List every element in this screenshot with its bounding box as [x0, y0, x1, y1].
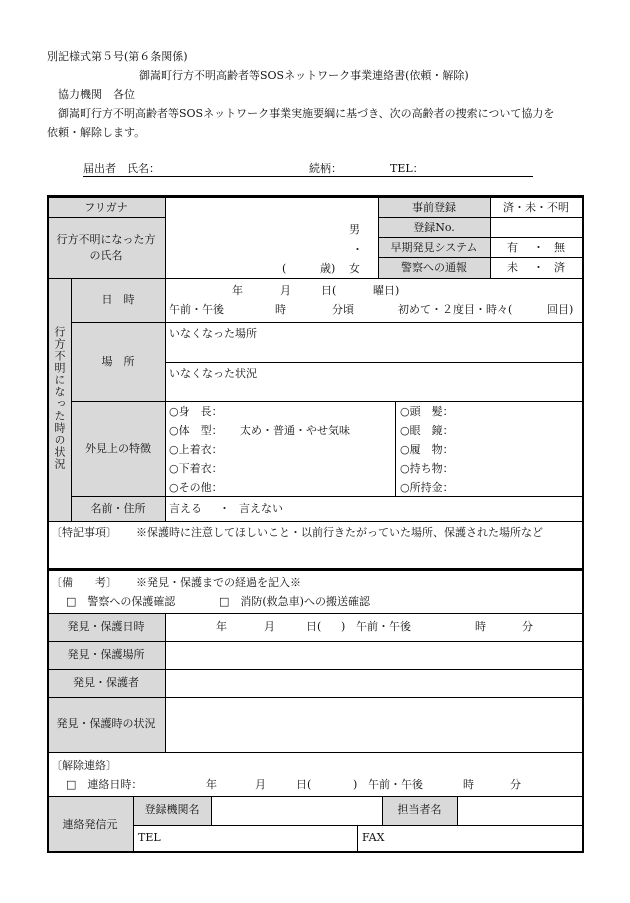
feature-carry: ○持ち物：	[400, 462, 454, 475]
found-year: 年	[216, 620, 227, 633]
remarks-text: ※発見・保護までの経過を記入※	[136, 576, 301, 589]
found-minute: 分	[522, 620, 533, 633]
missing-year: 年	[232, 284, 243, 297]
missing-person-name-label-2: の氏名	[89, 249, 123, 262]
form-number: 別記様式第５号(第６条関係)	[47, 50, 188, 63]
remarks-label: 〔備 考〕	[51, 576, 117, 589]
reporter-name-label: 届出者 氏名：	[83, 162, 160, 175]
reporter-tel-label: TEL：	[390, 162, 424, 175]
notes-text: ※保護時に注意してほしいこと・以前行きたがっていた場所、保護された場所など	[136, 526, 543, 539]
police-report-label: 警察への通報	[401, 261, 467, 274]
missing-ampm: 午前・午後	[169, 303, 224, 316]
cancel-hour: 時	[463, 778, 474, 791]
missing-times: 回目)	[547, 303, 574, 316]
police-done: 済	[554, 261, 565, 274]
early-detection-yes: 有	[507, 241, 518, 254]
cancel-label: 〔解除連絡〕	[51, 759, 117, 772]
datetime-label: 日 時	[101, 293, 135, 306]
place-label: 場 所	[101, 355, 135, 368]
cancel-contact-check[interactable]: □ 連絡日時：	[66, 778, 143, 791]
intro-line-2: 依頼・解除します。	[47, 126, 146, 139]
reporter-relation-label: 続柄：	[309, 162, 342, 175]
missing-minute: 分頃	[332, 303, 354, 316]
cancel-month: 月	[255, 778, 266, 791]
police-dot: ・	[533, 261, 544, 274]
registration-number-label: 登録No.	[413, 221, 455, 234]
cancel-minute: 分	[510, 778, 521, 791]
early-detection-dot: ・	[533, 241, 544, 254]
feature-bottom: ○下着衣：	[169, 462, 223, 475]
cancel-year: 年	[206, 778, 217, 791]
cancel-day-close: )	[353, 778, 358, 791]
notes-label: 〔特記事項〕	[51, 526, 117, 539]
pre-registration-label: 事前登録	[412, 201, 456, 214]
sender-fax: FAX	[362, 831, 385, 844]
addressee: 協力機関 各位	[58, 88, 135, 101]
name-address-label: 名前・住所	[90, 502, 146, 515]
pre-registration-options: 済・未・不明	[503, 201, 569, 214]
found-day: 日(	[306, 620, 322, 633]
can-say: 言える	[169, 502, 202, 515]
missing-place-label: いなくなった場所	[169, 327, 257, 340]
feature-top: ○上着衣：	[169, 443, 223, 456]
reporter-underline	[83, 176, 533, 177]
feature-build: ○体 型：	[169, 424, 223, 437]
missing-situation-label: いなくなった状況	[169, 367, 257, 380]
sender-org-label: 登録機関名	[144, 803, 200, 816]
found-hour: 時	[475, 620, 486, 633]
age-open: (	[282, 262, 287, 275]
furigana-label: フリガナ	[84, 201, 128, 214]
check-police-protection[interactable]: □ 警察への保護確認	[66, 595, 176, 608]
found-ampm: 午前・午後	[356, 620, 411, 633]
missing-hour: 時	[275, 303, 286, 316]
sender-person-label: 担当者名	[397, 803, 442, 816]
early-detection-no: 無	[554, 241, 565, 254]
can-say-sep: ・	[219, 502, 230, 515]
missing-month: 月	[280, 284, 291, 297]
gender-dot: ・	[352, 243, 363, 256]
feature-build-options: 太め・普通・やせ気味	[240, 424, 350, 437]
age-close: 歳)	[320, 262, 336, 275]
situation-section-label: 行方不明になった時の状況	[53, 326, 66, 470]
police-not: 未	[507, 261, 518, 274]
sender-label: 連絡発信元	[62, 818, 118, 831]
form-title: 御嵩町行方不明高齢者等SOSネットワーク事業連絡書(依頼・解除)	[139, 69, 469, 82]
found-person-label: 発見・保護者	[73, 676, 139, 689]
found-datetime-label: 発見・保護日時	[67, 620, 145, 633]
feature-height: ○身 長：	[169, 405, 223, 418]
feature-glasses: ○眼 鏡：	[400, 424, 454, 437]
feature-shoes: ○履 物：	[400, 443, 454, 456]
gender-female: 女	[349, 262, 360, 275]
gender-male: 男	[349, 223, 360, 236]
missing-weekday: 曜日)	[373, 284, 400, 297]
check-fire-transport[interactable]: □ 消防(救急車)への搬送確認	[219, 595, 370, 608]
sender-tel: TEL	[138, 831, 161, 844]
found-place-label: 発見・保護場所	[67, 648, 145, 661]
found-day-close: )	[341, 620, 346, 633]
features-label: 外見上の特徴	[85, 442, 151, 455]
found-situation-label: 発見・保護時の状況	[56, 717, 156, 730]
found-month: 月	[264, 620, 275, 633]
intro-line-1: 御嵩町行方不明高齢者等SOSネットワーク事業実施要綱に基づき、次の高齢者の捜索について協力を	[58, 107, 555, 120]
cancel-day: 日(	[296, 778, 312, 791]
feature-money: ○所持金：	[400, 481, 454, 494]
cannot-say: 言えない	[239, 502, 283, 515]
feature-hair: ○頭 髪：	[400, 405, 454, 418]
cancel-ampm: 午前・午後	[368, 778, 423, 791]
missing-person-name-label-1: 行方不明になった方	[56, 233, 156, 246]
missing-day: 日(	[321, 284, 337, 297]
feature-other: ○その他：	[169, 481, 223, 494]
early-detection-label: 早期発見システム	[390, 241, 478, 254]
missing-frequency: 初めて・２度目・時々(	[398, 303, 513, 316]
